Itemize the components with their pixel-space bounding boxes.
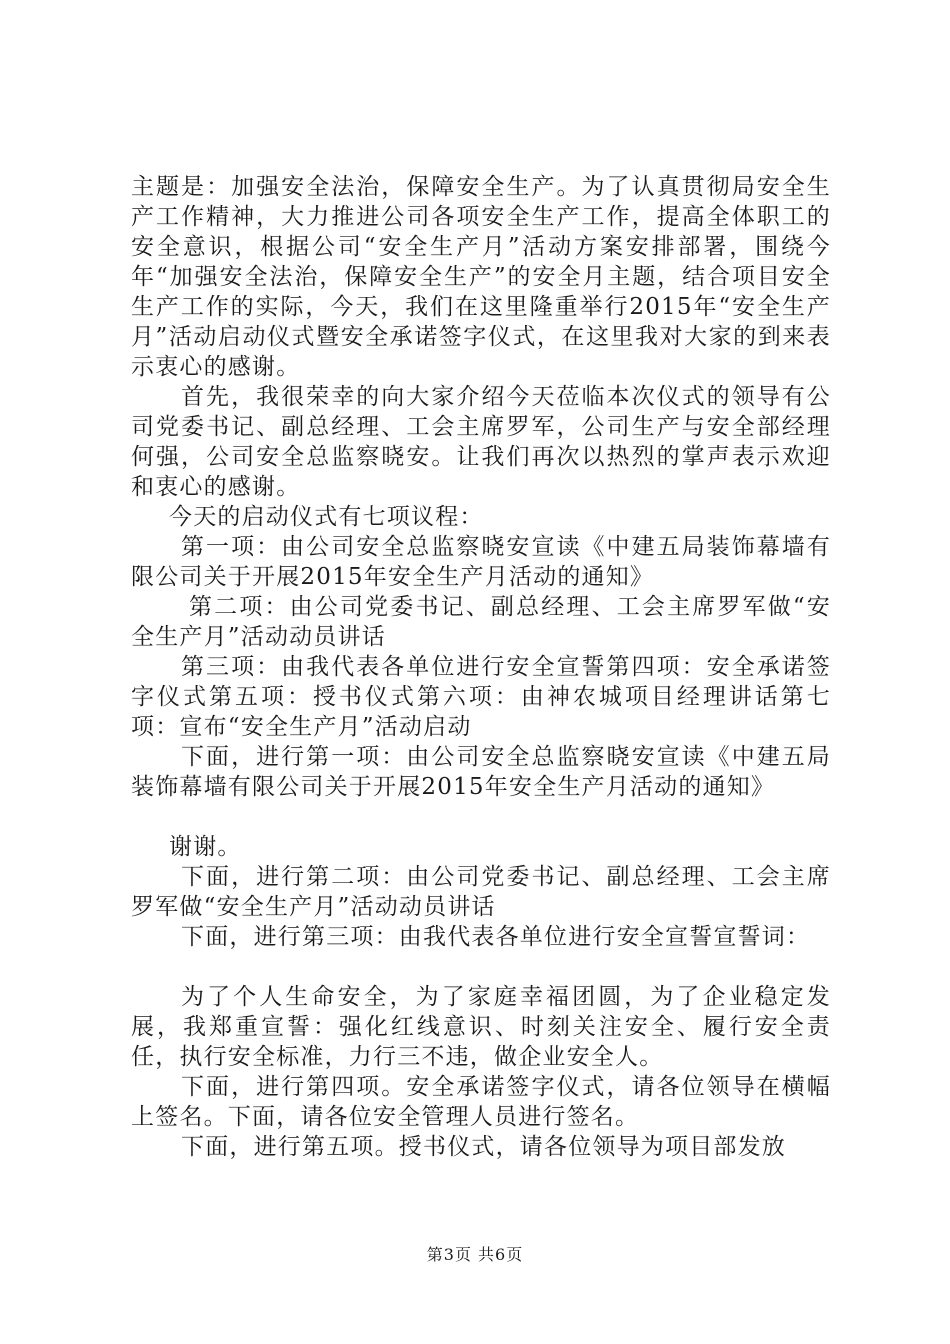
page-number-footer: 第3页 共6页 bbox=[426, 1245, 524, 1264]
paragraph-step-4: 下面，进行第四项。安全承诺签字仪式，请各位领导在横幅上签名。下面，请各位安全管理人员进行签名。 bbox=[131, 1074, 831, 1130]
paragraph-agenda-items-3-7: 第三项：由我代表各单位进行安全宣誓第四项：安全承诺签字仪式第五项：授书仪式第六项：由神农城项目经理讲话第七项：宣布“安全生产月”活动启动 bbox=[131, 654, 831, 740]
paragraph-step-3: 下面，进行第三项：由我代表各单位进行安全宣誓宣誓词： bbox=[181, 924, 811, 950]
spacer bbox=[131, 952, 831, 982]
paragraph-step-2: 下面，进行第二项：由公司党委书记、副总经理、工会主席罗军做“安全生产月”活动动员讲话 bbox=[131, 864, 831, 920]
paragraph-agenda-item-2: 第二项：由公司党委书记、副总经理、工会主席罗军做“安全生产月”活动动员讲话 bbox=[131, 594, 831, 650]
paragraph-theme-intro: 主题是：加强安全法治，保障安全生产。为了认真贯彻局安全生产工作精神，大力推进公司各项安全生产工作，提高全体职工的安全意识，根据公司“安全生产月”活动方案安排部署，围绕今年“加强安全法治，保障安全生产”的安全月主题，结合项目安全生产工作的实际，今天，我们在这里隆重举行2015年“安全生产月”活动启动仪式暨安全承诺签字仪式，在这里我对大家的到来表示衷心的感谢。 bbox=[131, 174, 831, 380]
paragraph-step-5: 下面，进行第五项。授书仪式，请各位领导为项目部发放 bbox=[181, 1134, 786, 1160]
paragraph-oath: 为了个人生命安全，为了家庭幸福团圆，为了企业稳定发展，我郑重宣誓：强化红线意识、时刻关注安全、履行安全责任，执行安全标准，力行三不违，做企业安全人。 bbox=[131, 984, 831, 1070]
paragraph-agenda-heading: 今天的启动仪式有七项议程： bbox=[169, 504, 484, 530]
paragraph-thanks: 谢谢。 bbox=[169, 834, 242, 860]
document-body bbox=[131, 172, 831, 1162]
spacer bbox=[131, 802, 831, 832]
paragraph-agenda-item-1: 第一项：由公司安全总监察晓安宣读《中建五局装饰幕墙有限公司关于开展2015年安全生产月活动的通知》 bbox=[131, 534, 831, 590]
paragraph-step-1: 下面，进行第一项：由公司安全总监察晓安宣读《中建五局装饰幕墙有限公司关于开展2015年安全生产月活动的通知》 bbox=[131, 744, 831, 800]
paragraph-leaders-intro: 首先，我很荣幸的向大家介绍今天莅临本次仪式的领导有公司党委书记、副总经理、工会主席罗军，公司生产与安全部经理何强，公司安全总监察晓安。让我们再次以热烈的掌声表示欢迎和衷心的感谢。 bbox=[131, 384, 831, 500]
